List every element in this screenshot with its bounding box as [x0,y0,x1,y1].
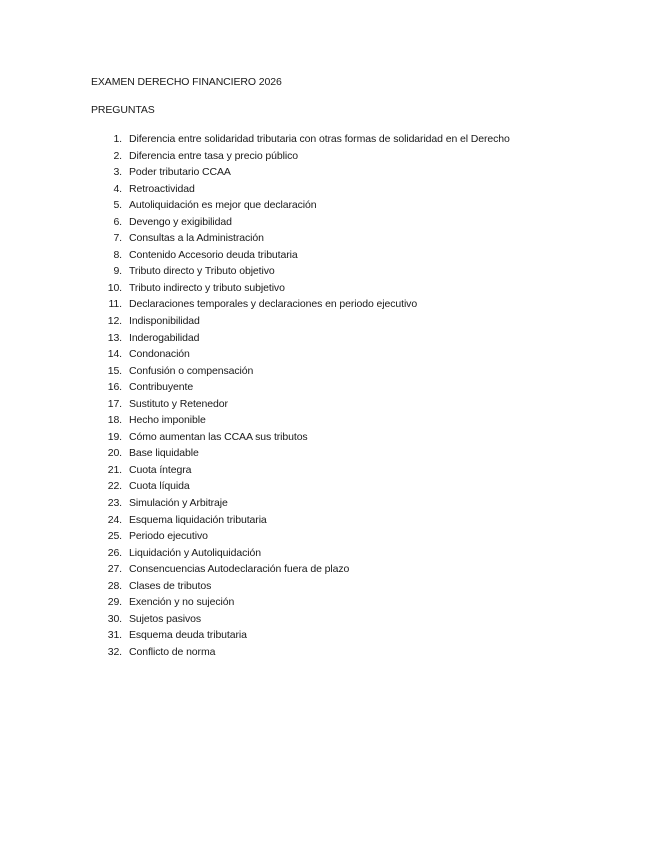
question-number: 20. [107,447,122,460]
question-number: 29. [107,596,122,609]
question-text: Retroactividad [129,182,195,195]
question-number: 1. [113,133,122,145]
question-text: Periodo ejecutivo [129,530,208,543]
question-text: Autoliquidación es mejor que declaración [129,199,317,212]
question-text: Liquidación y Autoliquidación [129,546,261,559]
question-text: Esquema liquidación tributaria [129,513,267,526]
question-text: Indisponibilidad [129,315,200,328]
question-text: Diferencia entre tasa y precio público [129,149,298,162]
question-number: 15. [107,364,122,377]
question-number: 21. [107,463,122,476]
question-text: Tributo directo y Tributo objetivo [129,265,275,278]
question-number: 22. [107,480,122,493]
question-number: 25. [107,530,122,543]
question-number: 4. [113,182,122,195]
question-number: 17. [107,397,122,410]
question-text: Clases de tributos [129,579,212,592]
question-text: Devengo y exigibilidad [129,215,232,228]
question-number: 19. [107,430,122,443]
question-number: 24. [107,513,122,526]
question-text: Esquema deuda tributaria [129,629,247,642]
question-number: 9. [113,265,122,278]
question-number: 27. [107,563,122,576]
question-number: 30. [107,612,122,625]
section-heading: PREGUNTAS [91,104,155,116]
question-text: Sujetos pasivos [129,612,202,625]
question-text: Diferencia entre solidaridad tributaria con otras formas de solidaridad en el Derecho [129,133,510,145]
question-number: 23. [107,497,122,510]
question-number: 16. [107,381,122,394]
question-number: 10. [107,281,122,294]
question-text: Contribuyente [129,381,194,394]
question-text: Cuota líquida [129,480,190,493]
question-text: Tributo indirecto y tributo subjetivo [129,281,285,294]
question-text: Conflicto de norma [129,645,216,658]
document-title: EXAMEN DERECHO FINANCIERO 2026 [91,76,282,88]
question-number: 6. [113,215,122,228]
question-text: Declaraciones temporales y declaraciones en periodo ejecutivo [129,298,418,311]
question-number: 11. [108,298,122,311]
question-text: Cómo aumentan las CCAA sus tributos [129,430,308,443]
question-number: 18. [107,414,122,427]
question-text: Base liquidable [129,447,199,460]
question-text: Cuota íntegra [129,463,192,476]
question-number: 8. [113,248,122,261]
question-number: 13. [107,331,122,344]
question-number: 14. [107,348,122,361]
question-text: Sustituto y Retenedor [129,397,228,410]
question-number: 5. [113,199,122,212]
question-text: Hecho imponible [129,414,206,427]
question-number: 32. [107,645,122,658]
question-text: Simulación y Arbitraje [129,497,228,510]
question-number: 31. [107,629,122,642]
question-text: Contenido Accesorio deuda tributaria [129,248,298,261]
question-number: 26. [107,546,122,559]
question-text: Condonación [129,348,190,361]
question-number: 3. [113,166,122,179]
question-text: Consencuencias Autodeclaración fuera de plazo [129,563,350,576]
question-text: Consultas a la Administración [129,232,264,245]
question-text: Confusión o compensación [129,364,254,377]
question-text: Inderogabilidad [129,331,200,344]
question-number: 2. [113,149,122,162]
question-number: 28. [107,579,122,592]
question-text: Exención y no sujeción [129,596,235,609]
question-number: 12. [107,315,122,328]
question-number: 7. [113,232,122,245]
question-text: Poder tributario CCAA [129,166,231,179]
